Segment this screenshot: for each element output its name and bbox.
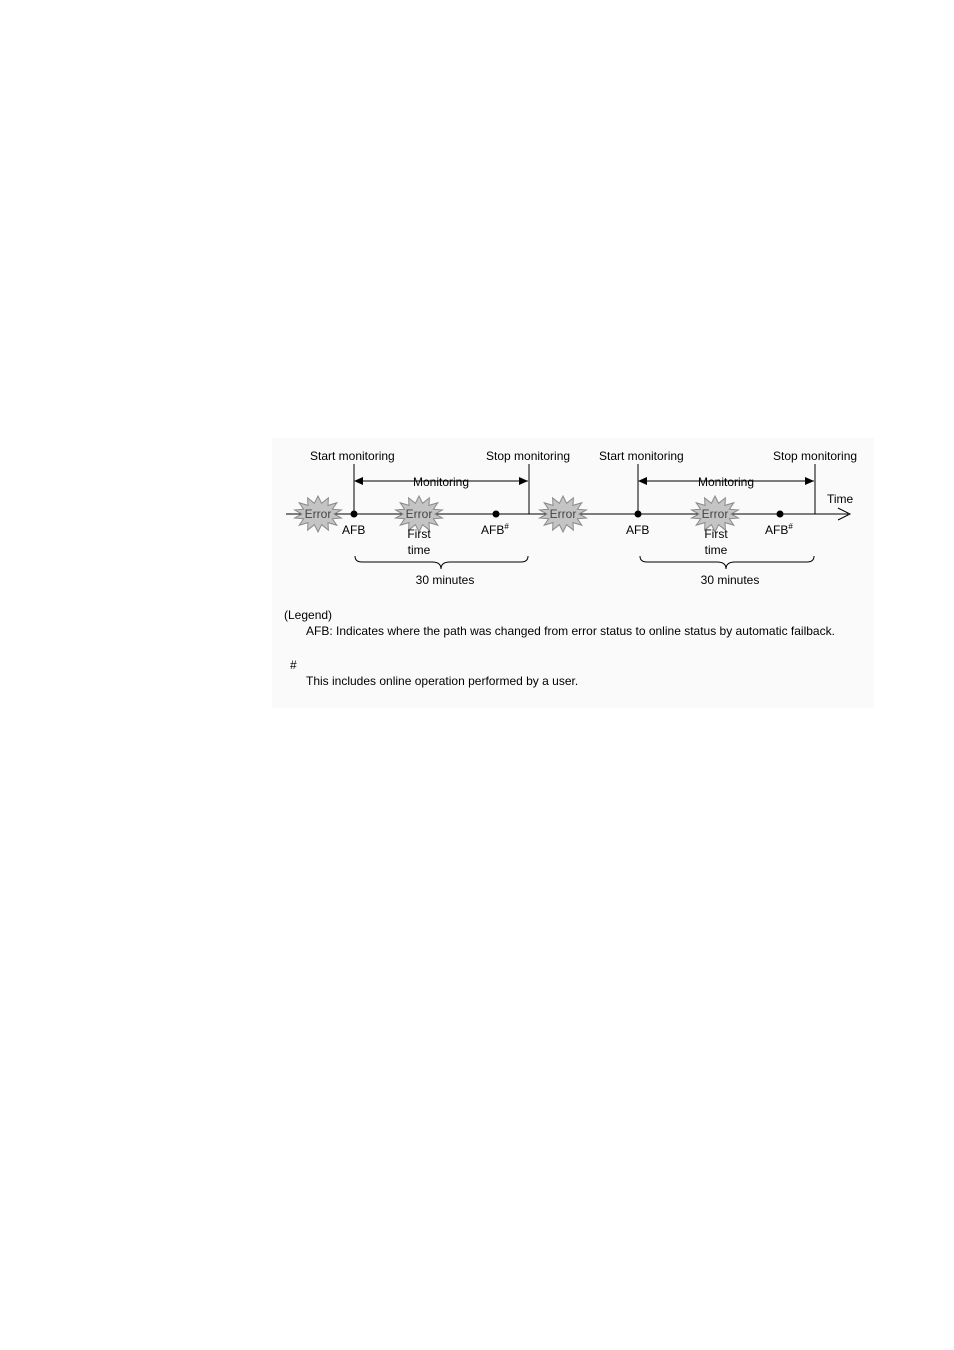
afb-hash-label: AFB# — [765, 522, 793, 537]
svg-text:Error: Error — [549, 507, 577, 521]
afb-point — [351, 511, 358, 518]
legend-note-mark: # — [290, 658, 297, 672]
duration-brace — [355, 556, 528, 569]
afb-point — [635, 511, 642, 518]
monitoring-label: Monitoring — [697, 475, 755, 489]
start-monitoring-label: Start monitoring — [310, 449, 395, 463]
svg-text:Error: Error — [405, 507, 433, 521]
first-time-label-line1: First — [407, 527, 431, 541]
error-burst-pre-2 — [540, 496, 587, 532]
error-burst-pre-1 — [295, 496, 342, 532]
afb-user-point — [493, 511, 500, 518]
svg-text:Error: Error — [304, 507, 332, 521]
first-time-label-line1: First — [704, 527, 728, 541]
time-label: Time — [827, 492, 854, 506]
monitoring-cycle-2 — [599, 449, 857, 587]
afb-label: AFB — [626, 523, 650, 537]
duration-label: 30 minutes — [700, 573, 760, 587]
afb-hash-label: AFB# — [481, 522, 509, 537]
duration-label: 30 minutes — [415, 573, 475, 587]
svg-text:Error: Error — [701, 507, 729, 521]
stop-monitoring-label: Stop monitoring — [773, 449, 858, 463]
afb-label: AFB — [342, 523, 366, 537]
first-time-label-line2: time — [407, 543, 431, 557]
start-monitoring-label: Start monitoring — [599, 449, 684, 463]
duration-brace — [640, 556, 814, 569]
legend-afb-definition: AFB: Indicates where the path was changed from error status to online status by automatic failback. — [306, 624, 835, 638]
monitoring-label: Monitoring — [412, 475, 470, 489]
timeline-diagram — [272, 438, 874, 613]
legend-note-text: This includes online operation performed by a user. — [306, 674, 579, 688]
failback-monitoring-figure — [272, 438, 874, 708]
afb-user-point — [777, 511, 784, 518]
legend-heading: (Legend) — [284, 608, 333, 622]
stop-monitoring-label: Stop monitoring — [486, 449, 571, 463]
first-time-label-line2: time — [704, 543, 728, 557]
monitoring-cycle-1 — [310, 449, 570, 587]
